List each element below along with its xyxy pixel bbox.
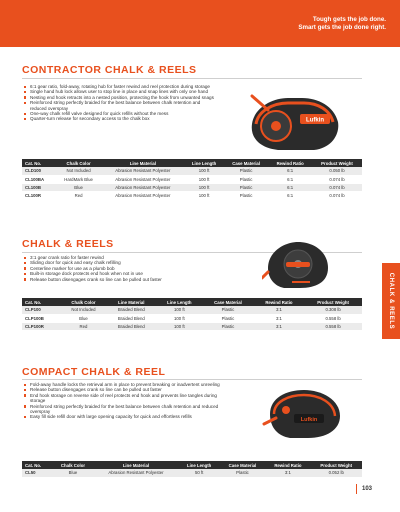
feature-list bbox=[24, 382, 220, 420]
column-header: Chalk Color bbox=[56, 159, 102, 167]
column-header: Product Weight bbox=[312, 159, 362, 167]
table-row bbox=[22, 322, 362, 330]
table-cell: Blue bbox=[53, 469, 94, 477]
table-cell: CLP100B bbox=[22, 314, 61, 322]
section-title: CHALK & REELS bbox=[22, 238, 114, 250]
table-cell: Plastic bbox=[202, 322, 253, 330]
table-cell: 6:1 bbox=[268, 191, 312, 199]
table-cell: Blue bbox=[56, 183, 102, 191]
table-cell: Plastic bbox=[224, 167, 268, 175]
tagline-line-1: Tough gets the job done. bbox=[312, 16, 386, 23]
table-cell: Blue bbox=[61, 314, 107, 322]
page-number: 103 bbox=[361, 486, 372, 492]
tagline-line-2: Smart gets the job done right. bbox=[298, 24, 386, 31]
column-header: Line Length bbox=[184, 159, 224, 167]
table-cell: 3:1 bbox=[254, 306, 305, 314]
feature-item: One-way chalk refill valve designed for quick refills without the mess bbox=[24, 111, 214, 116]
feature-item: Centerline marker for use as a plumb bob bbox=[24, 266, 214, 271]
contractor-chalk-reel-image bbox=[248, 84, 352, 156]
table-cell: 0.074 lb bbox=[312, 183, 362, 191]
section-title: COMPACT CHALK & REEL bbox=[22, 366, 166, 378]
table-row bbox=[22, 167, 362, 175]
chalk-reel-image bbox=[262, 238, 334, 290]
table-cell: 100 ft bbox=[184, 167, 224, 175]
table-cell: CL100BA bbox=[22, 175, 56, 183]
spec-table bbox=[22, 298, 362, 331]
table-cell: Red bbox=[56, 191, 102, 199]
table-cell: Red bbox=[61, 322, 107, 330]
table-cell: Braided Blend bbox=[106, 306, 156, 314]
table-row bbox=[22, 183, 362, 191]
feature-item: End hook storage on reverse side of reel protects end hook and prevents line tangles during storage bbox=[24, 393, 220, 404]
table-cell: 100 ft bbox=[184, 183, 224, 191]
feature-item: Built-in storage dock protects end hook when not in use bbox=[24, 271, 214, 276]
feature-item: Sliding door for quick and easy chalk refilling bbox=[24, 260, 214, 265]
table-cell: CL50 bbox=[22, 469, 53, 477]
table-cell: 6:1 bbox=[268, 175, 312, 183]
side-tab-label: CHALK & REELS bbox=[388, 272, 394, 330]
table-cell: 0.558 lb bbox=[304, 314, 362, 322]
table-cell: Plastic bbox=[224, 191, 268, 199]
banner-tagline bbox=[298, 16, 386, 32]
header-banner bbox=[0, 0, 400, 47]
column-header: Rewind Ratio bbox=[265, 461, 310, 469]
column-header: Case Material bbox=[224, 159, 268, 167]
spec-table bbox=[22, 159, 362, 200]
column-header: Cat. No. bbox=[22, 461, 53, 469]
table-cell: 6:1 bbox=[268, 183, 312, 191]
column-header: Cat. No. bbox=[22, 298, 61, 306]
table-cell: Abrasion Resistant Polyester bbox=[101, 167, 184, 175]
table-cell: 50 ft bbox=[179, 469, 220, 477]
column-header: Line Material bbox=[93, 461, 178, 469]
table-cell: 0.052 lb bbox=[310, 469, 362, 477]
table-cell: Not Included bbox=[61, 306, 107, 314]
brand-logo: Lufkin bbox=[306, 117, 324, 124]
column-header: Chalk Color bbox=[53, 461, 94, 469]
column-header: Product Weight bbox=[304, 298, 362, 306]
column-header: Line Length bbox=[156, 298, 202, 306]
table-cell: Abrasion Resistant Polyester bbox=[93, 469, 178, 477]
table-cell: 0.074 lb bbox=[312, 191, 362, 199]
brand-logo: Lufkin bbox=[300, 417, 318, 423]
page-number-divider bbox=[356, 484, 357, 494]
table-row bbox=[22, 191, 362, 199]
column-header: Line Length bbox=[179, 461, 220, 469]
table-header-row bbox=[22, 159, 362, 167]
feature-item: Nesting end hook retracts into a nested position, protecting the hook from unwanted snags bbox=[24, 95, 214, 100]
table-cell: 100 ft bbox=[184, 175, 224, 183]
feature-item: Single hand hub lock allows user to stop line in place and snap lines with only one hand bbox=[24, 89, 214, 94]
table-cell: 0.308 lb bbox=[304, 306, 362, 314]
section-rule bbox=[22, 379, 362, 380]
table-cell: Abrasion Resistant Polyester bbox=[101, 183, 184, 191]
table-cell: 0.074 lb bbox=[312, 175, 362, 183]
table-cell: 100 ft bbox=[156, 306, 202, 314]
table-cell: CLD100 bbox=[22, 167, 56, 175]
compact-chalk-reel-image bbox=[260, 384, 350, 444]
table-cell: 0.558 lb bbox=[304, 322, 362, 330]
feature-item: 6:1 gear ratio, fold-away, rotating hub for faster rewind and reel protection during storage bbox=[24, 84, 214, 89]
column-header: Chalk Color bbox=[61, 298, 107, 306]
table-cell: Abrasion Resistant Polyester bbox=[101, 191, 184, 199]
feature-list bbox=[24, 255, 214, 282]
feature-list bbox=[24, 84, 214, 122]
table-cell: Braided Blend bbox=[106, 314, 156, 322]
table-cell: CL100B bbox=[22, 183, 56, 191]
table-cell: 3:1 bbox=[265, 469, 310, 477]
table-cell: 100 ft bbox=[156, 322, 202, 330]
spec-table bbox=[22, 461, 362, 478]
column-header: Product Weight bbox=[310, 461, 362, 469]
table-cell: Plastic bbox=[220, 469, 266, 477]
table-cell: Plastic bbox=[224, 175, 268, 183]
table-header-row bbox=[22, 461, 362, 469]
table-cell: Plastic bbox=[202, 306, 253, 314]
column-header: Rewind Ratio bbox=[268, 159, 312, 167]
table-cell: CLP100R bbox=[22, 322, 61, 330]
feature-item: Quarter-turn release for secondary access to the chalk box bbox=[24, 116, 214, 121]
section-rule bbox=[22, 78, 362, 79]
column-header: Line Material bbox=[106, 298, 156, 306]
table-row bbox=[22, 175, 362, 183]
feature-item: Easy fill side refill door with large opening capacity for quick and effortless refills bbox=[24, 414, 220, 419]
chapter-side-tab[interactable] bbox=[382, 263, 400, 339]
table-cell: 100 ft bbox=[156, 314, 202, 322]
feature-item: Fold-away handle locks the retrieval arm in place to prevent breaking or inadvertent unreeling bbox=[24, 382, 220, 387]
table-cell: 3:1 bbox=[254, 322, 305, 330]
column-header: Cat. No. bbox=[22, 159, 56, 167]
table-row bbox=[22, 306, 362, 314]
table-cell: 0.050 lb bbox=[312, 167, 362, 175]
table-cell: CL100R bbox=[22, 191, 56, 199]
table-cell: Not Included bbox=[56, 167, 102, 175]
feature-item: Release button disengages crank so line can be pulled out faster bbox=[24, 387, 220, 392]
table-cell: 6:1 bbox=[268, 167, 312, 175]
table-row bbox=[22, 314, 362, 322]
table-cell: Plastic bbox=[202, 314, 253, 322]
column-header: Line Material bbox=[101, 159, 184, 167]
table-cell: HardMark Blue bbox=[56, 175, 102, 183]
table-cell: Braided Blend bbox=[106, 322, 156, 330]
feature-item: Reinforced string perfectly braided for the best balance between chalk retention and reduced overspray bbox=[24, 100, 214, 111]
table-cell: Abrasion Resistant Polyester bbox=[101, 175, 184, 183]
table-cell: 100 ft bbox=[184, 191, 224, 199]
table-cell: 3:1 bbox=[254, 314, 305, 322]
feature-item: Reinforced string perfectly braided for the best balance between chalk retention and reduced overspray bbox=[24, 404, 220, 415]
column-header: Case Material bbox=[202, 298, 253, 306]
feature-item: Release button disengages crank so line can be pulled out faster bbox=[24, 277, 214, 282]
table-row bbox=[22, 469, 362, 477]
table-header-row bbox=[22, 298, 362, 306]
column-header: Case Material bbox=[220, 461, 266, 469]
table-cell: Plastic bbox=[224, 183, 268, 191]
feature-item: 3:1 gear crank ratio for faster rewind bbox=[24, 255, 214, 260]
table-cell: CLP100 bbox=[22, 306, 61, 314]
column-header: Rewind Ratio bbox=[254, 298, 305, 306]
section-title: CONTRACTOR CHALK & REELS bbox=[22, 64, 197, 76]
